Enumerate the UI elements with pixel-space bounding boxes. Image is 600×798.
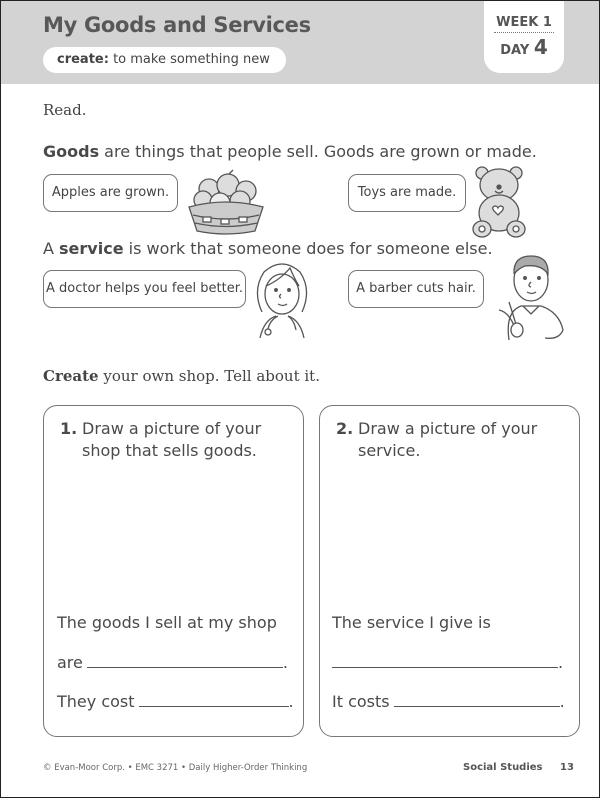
- sentence-goods-1: The goods I sell at my shop: [57, 613, 277, 632]
- sentence-service-1: The service I give is: [332, 613, 491, 632]
- prompt-service: 2. Draw a picture of your service.: [336, 419, 538, 460]
- sentence-service-2: .: [332, 653, 563, 672]
- page-title: My Goods and Services: [43, 13, 311, 37]
- drawing-box-service[interactable]: [319, 405, 580, 737]
- service-answer-blank[interactable]: [332, 666, 558, 668]
- page-number: 13: [560, 762, 574, 773]
- day-number: 4: [533, 35, 548, 59]
- dotted-divider: [494, 32, 554, 33]
- barber-icon: [495, 250, 567, 342]
- goods-answer-blank[interactable]: [87, 666, 283, 668]
- example-toys: Toys are made.: [348, 174, 466, 212]
- sentence-goods-3: They cost .: [57, 692, 294, 711]
- vocab-word: create:: [57, 52, 109, 67]
- header-band: [1, 1, 599, 84]
- vocab-pill: [43, 47, 286, 73]
- service-cost-blank[interactable]: [394, 705, 560, 707]
- vocab-definition: to make something new: [108, 52, 270, 67]
- day-label: DAY 4: [500, 35, 548, 59]
- subject-label: Social Studies: [463, 762, 543, 773]
- goods-cost-blank[interactable]: [139, 705, 289, 707]
- prompt-number: 2.: [336, 419, 354, 438]
- copyright: © Evan-Moor Corp. • EMC 3271 • Daily Higher-Order Thinking: [43, 763, 308, 773]
- doctor-icon: [250, 260, 315, 338]
- sentence-goods-2: are .: [57, 653, 288, 672]
- drawing-box-goods[interactable]: [43, 405, 304, 737]
- example-apples: Apples are grown.: [43, 174, 178, 212]
- apple-basket-icon: [185, 167, 267, 237]
- week-day-badge: [484, 1, 564, 73]
- teddy-bear-icon: [470, 165, 530, 240]
- service-definition: A service is work that someone does for someone else.: [43, 239, 493, 258]
- read-instruction: Read.: [43, 101, 87, 119]
- goods-term: Goods: [43, 142, 100, 161]
- prompt-goods: 1. Draw a picture of your shop that sells goods.: [60, 419, 262, 460]
- goods-definition: Goods are things that people sell. Goods are grown or made.: [43, 142, 537, 161]
- week-label: WEEK 1: [496, 15, 552, 30]
- example-doctor: A doctor helps you feel better.: [43, 270, 246, 308]
- example-barber: A barber cuts hair.: [348, 270, 484, 308]
- service-term: service: [59, 239, 124, 258]
- prompt-number: 1.: [60, 419, 78, 438]
- activity-instruction: Create your own shop. Tell about it.: [43, 367, 320, 385]
- create-term: Create: [43, 367, 99, 385]
- sentence-service-3: It costs .: [332, 692, 565, 711]
